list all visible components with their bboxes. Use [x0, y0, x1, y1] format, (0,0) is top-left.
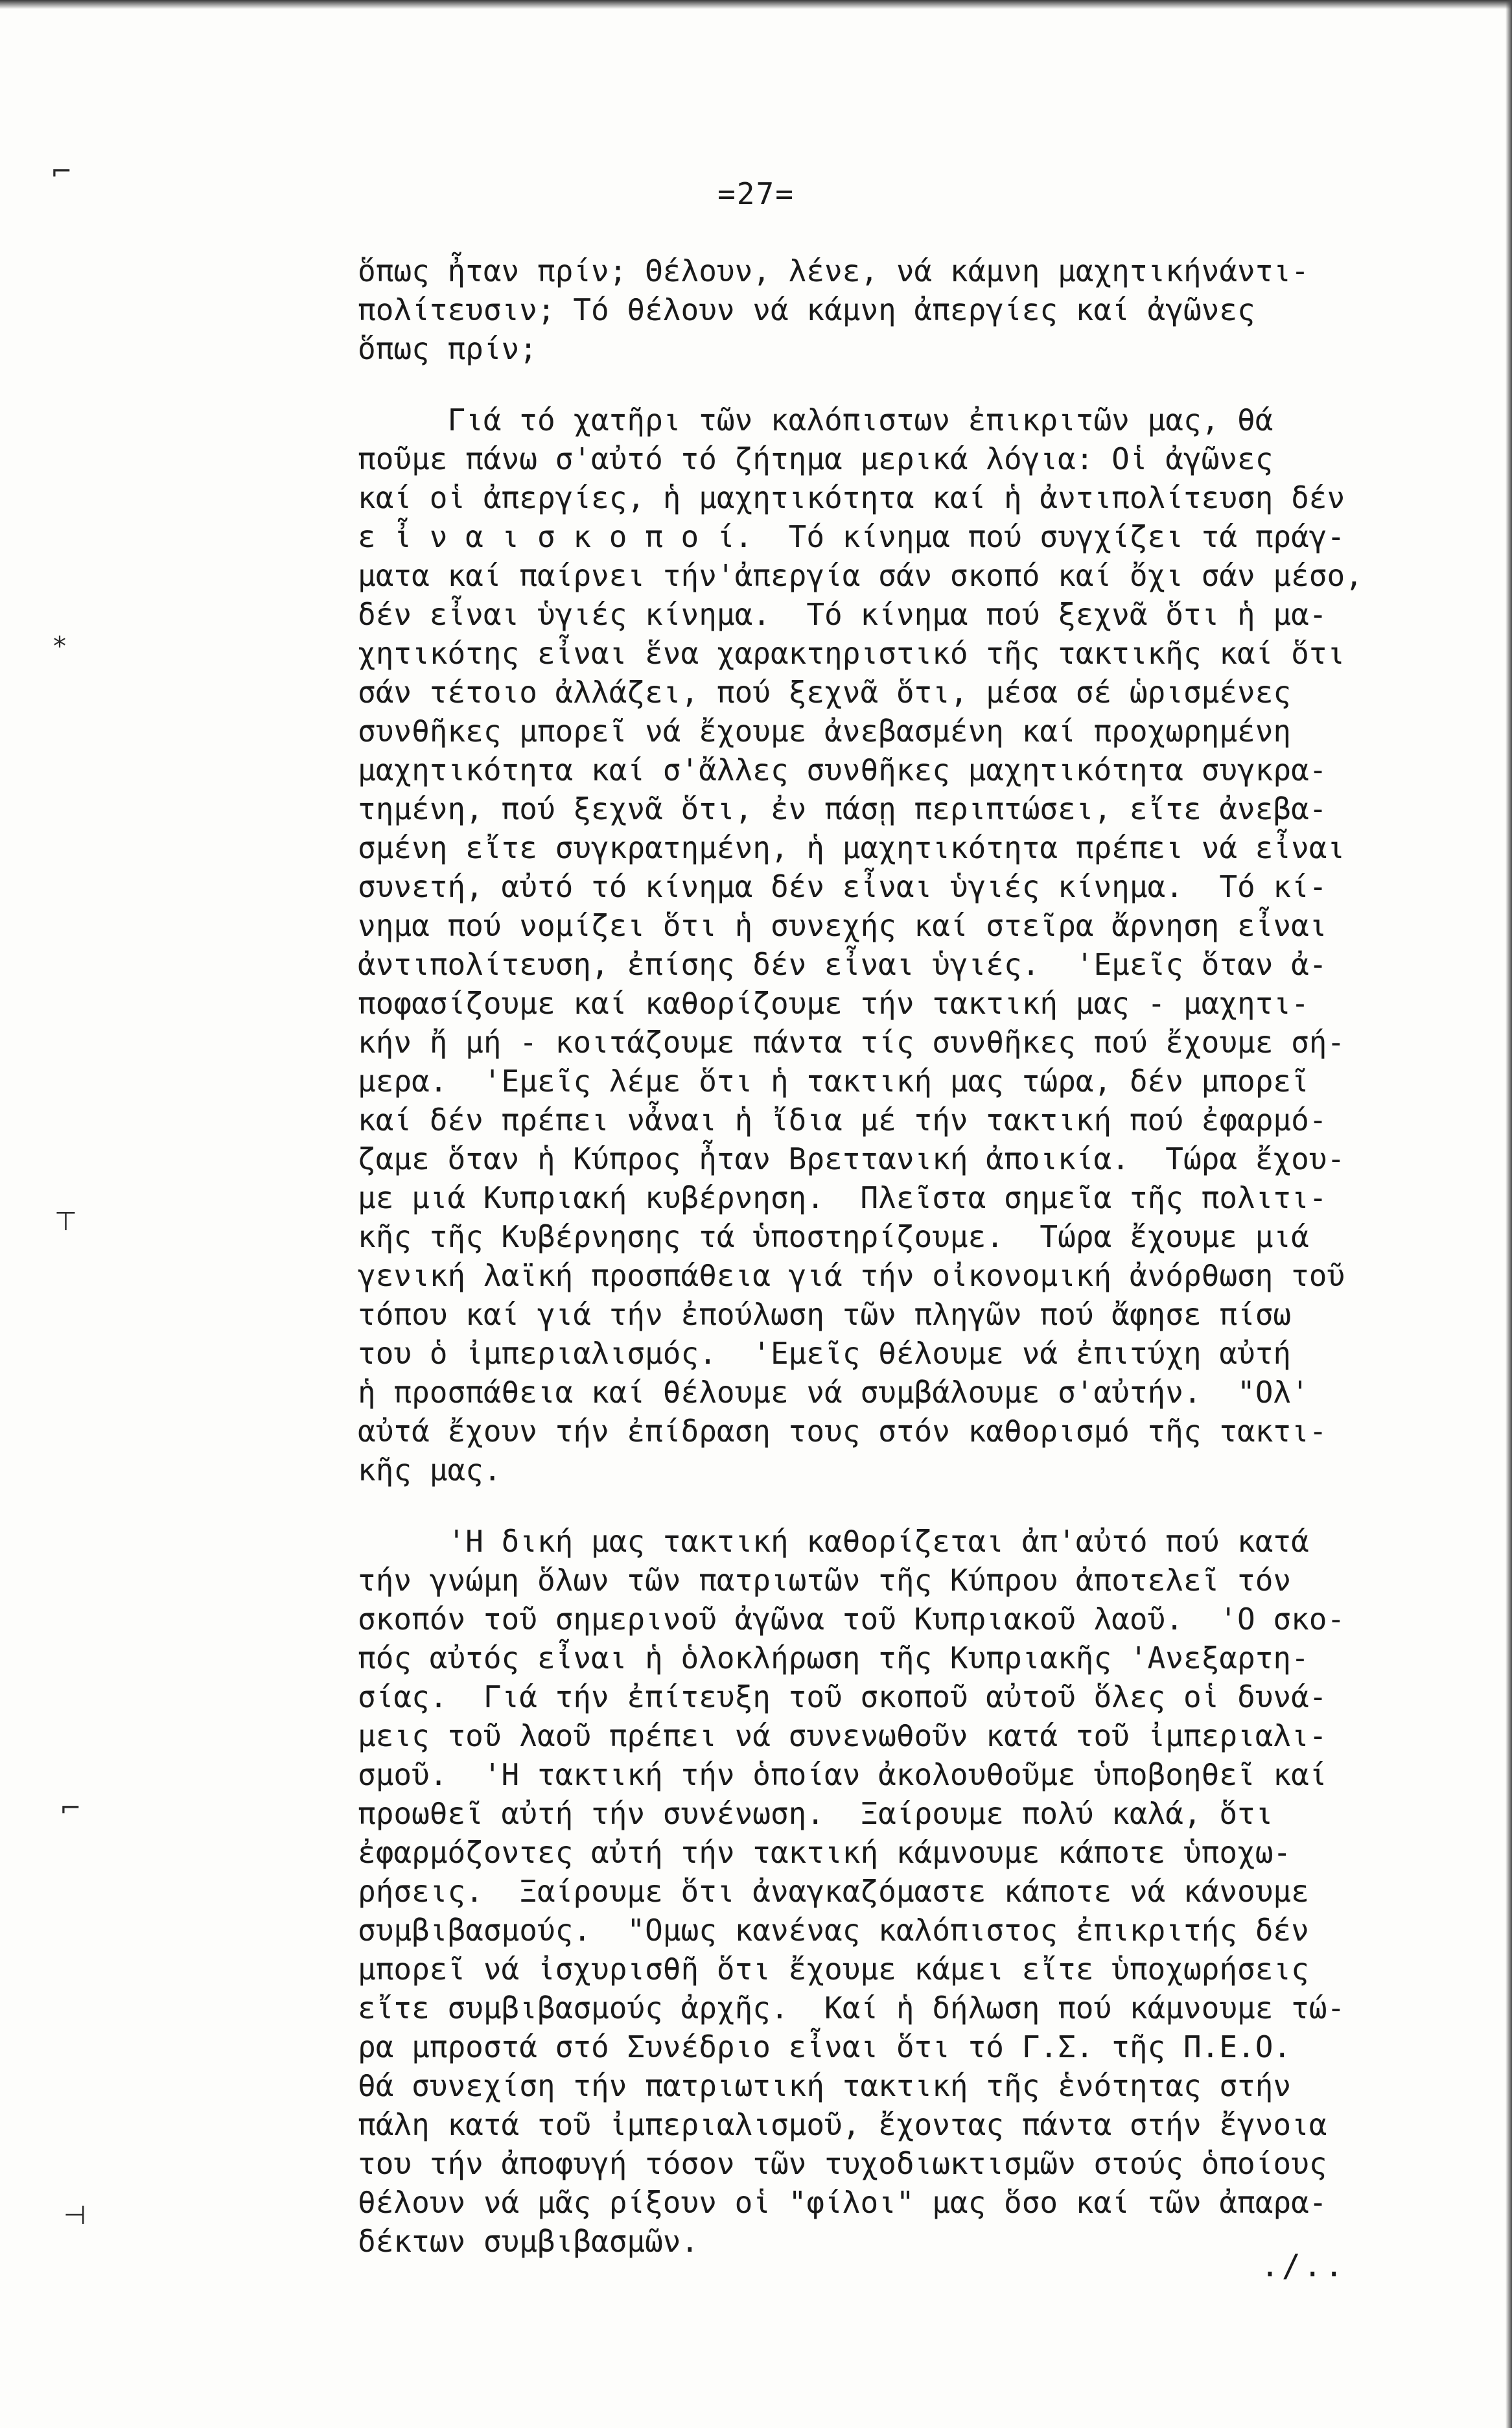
text-line: συμβιβασμούς. "Ομως κανένας καλόπιστος ἐπικριτής δέν [358, 1913, 1309, 1948]
text-line: κῆς τῆς Κυβέρνησης τά ὑποστηρίζουμε. Τώρα ἔχουμε μιά [358, 1219, 1309, 1254]
text-line: ἡ προσπάθεια καί θέλουμε νά συμβάλουμε σ'αὐτήν. "Ολ' [358, 1375, 1309, 1410]
paragraph [358, 401, 1479, 1489]
text-line: τόπου καί γιά τήν ἐπούλωση τῶν πληγῶν πού ἄφησε πίσω [358, 1297, 1292, 1332]
text-line: ποφασίζουμε καί καθορίζουμε τήν τακτική μας - μαχητι- [358, 986, 1309, 1021]
text-line: με μιά Κυπριακή κυβέρνηση. Πλεῖστα σημεῖα τῆς πολιτι- [358, 1180, 1327, 1215]
text-line: πάλη κατά τοῦ ἰμπεριαλισμοῦ, ἔχοντας πάντα στήν ἔγνοια [358, 2107, 1327, 2142]
paragraph-gap [358, 368, 1479, 401]
text-line: ποῦμε πάνω σ'αὐτό τό ζήτημα μερικά λόγια: Οἱ ἀγῶνες [358, 441, 1274, 476]
text-line: μπορεῖ νά ἰσχυρισθῆ ὅτι ἔχουμε κάμει εἴτε ὑποχωρήσεις [358, 1952, 1309, 1987]
text-line: ρήσεις. Ξαίρουμε ὅτι ἀναγκαζόμαστε κάποτε νά κάνουμε [358, 1874, 1309, 1909]
text-line: ἀντιπολίτευση, ἐπίσης δέν εἶναι ὑγιές. 'Εμεῖς ὅταν ἀ- [358, 947, 1327, 982]
text-line: ὅπως ἦταν πρίν; Θέλουν, λένε, νά κάμνη μαχητικήνάντι- [358, 253, 1309, 288]
text-line: ρα μπροστά στό Συνέδριο εἶναι ὅτι τό Γ.Σ. τῆς Π.Ε.Ο. [358, 2029, 1292, 2064]
text-line: νημα πού νομίζει ὅτι ἡ συνεχής καί στεῖρα ἄρνηση εἶναι [358, 908, 1327, 943]
text-line: θέλουν νά μᾶς ρίξουν οἱ "φίλοι" μας ὅσο καί τῶν ἀπαρα- [358, 2185, 1327, 2220]
margin-scratch-mark: ⌐ [60, 1793, 82, 1823]
text-line: δέν εἶναι ὑγιές κίνημα. Τό κίνημα πού ξεχνᾶ ὅτι ἡ μα- [358, 597, 1327, 632]
paragraph-gap [358, 1489, 1479, 1522]
text-line: καί οἱ ἀπεργίες, ἡ μαχητικότητα καί ἡ ἀντιπολίτευση δέν [358, 480, 1345, 515]
text-line: συνετή, αὐτό τό κίνημα δέν εἶναι ὑγιές κίνημα. Τό κί- [358, 869, 1327, 904]
text-line: ἐφαρμόζοντες αὐτή τήν τακτική κάμνουμε κάποτε ὑποχω- [358, 1835, 1292, 1870]
text-line: σίας. Γιά τήν ἐπίτευξη τοῦ σκοποῦ αὐτοῦ ὅλες οἱ δυνά- [358, 1679, 1327, 1714]
text-line: σάν τέτοιο ἀλλάζει, πού ξεχνᾶ ὅτι, μέσα σέ ὡρισμένες [358, 675, 1292, 710]
text-line: δέκτων συμβιβασμῶν. [358, 2224, 699, 2259]
paragraph [358, 251, 1479, 368]
text-line: προωθεῖ αὐτή τήν συνένωση. Ξαίρουμε πολύ καλά, ὅτι [358, 1796, 1274, 1831]
scan-top-edge [0, 0, 1512, 9]
continuation-mark: ./.. [1261, 2248, 1346, 2284]
text-line: γενική λαϊκή προσπάθεια γιά τήν οἰκονομική ἀνόρθωση τοῦ [358, 1258, 1345, 1293]
text-line: χητικότης εἶναι ἕνα χαρακτηριστικό τῆς τακτικῆς καί ὅτι [358, 636, 1345, 671]
page-number: =27= [717, 176, 795, 211]
text-line: εἴτε συμβιβασμούς ἀρχῆς. Καί ἡ δήλωση πού κάμνουμε τώ- [358, 1990, 1345, 2025]
text-line: ματα καί παίρνει τήν'ἀπεργία σάν σκοπό καί ὄχι σάν μέσο, [358, 558, 1363, 593]
text-line: τημένη, πού ξεχνᾶ ὅτι, ἐν πάσῃ περιπτώσει, εἴτε ἀνεβα- [358, 791, 1327, 826]
text-line: πολίτευσιν; Τό θέλουν νά κάμνη ἀπεργίες καί ἀγῶνες [358, 292, 1255, 327]
text-line: του τήν ἀποφυγή τόσον τῶν τυχοδιωκτισμῶν στούς ὁποίους [358, 2146, 1327, 2181]
paragraph [358, 1522, 1479, 2261]
text-line: σκοπόν τοῦ σημερινοῦ ἀγῶνα τοῦ Κυπριακοῦ λαοῦ. 'Ο σκο- [358, 1602, 1345, 1637]
text-line: μερα. 'Εμεῖς λέμε ὅτι ἡ τακτική μας τώρα, δέν μπορεῖ [358, 1064, 1309, 1099]
text-line: πός αὐτός εἶναι ἡ ὁλοκλήρωση τῆς Κυπριακῆς 'Ανεξαρτη- [358, 1640, 1309, 1675]
text-line: καί δέν πρέπει νἆναι ἡ ἴδια μέ τήν τακτική πού ἐφαρμό- [358, 1103, 1327, 1138]
text-line: τήν γνώμη ὅλων τῶν πατριωτῶν τῆς Κύπρου ἀποτελεῖ τόν [358, 1563, 1292, 1598]
text-line: κῆς μας. [358, 1453, 502, 1488]
scan-right-edge [1506, 0, 1512, 2428]
text-line: αὐτά ἔχουν τήν ἐπίδραση τους στόν καθορισμό τῆς τακτι- [358, 1414, 1327, 1449]
text-line: σμοῦ. 'Η τακτική τήν ὁποίαν ἀκολουθοῦμε ὑποβοηθεῖ καί [358, 1757, 1327, 1792]
text-line: κήν ἤ μή - κοιτάζουμε πάντα τίς συνθῆκες πού ἔχουμε σή- [358, 1025, 1345, 1060]
text-line: συνθῆκες μπορεῖ νά ἔχουμε ἀνεβασμένη καί προχωρημένη [358, 714, 1292, 749]
text-line: Γιά τό χατῆρι τῶν καλόπιστων ἐπικριτῶν μας, θά [358, 403, 1274, 438]
text-line: 'Η δική μας τακτική καθορίζεται ἀπ'αὐτό πού κατά [358, 1524, 1309, 1559]
margin-scratch-mark: ⌐ [51, 157, 73, 187]
text-line: ε ἶ ν α ι σ κ ο π ο ί. Τό κίνημα πού συγχίζει τά πράγ- [358, 519, 1345, 554]
margin-scratch-mark: ⊤ [54, 1207, 77, 1237]
text-line: μεις τοῦ λαοῦ πρέπει νά συνενωθοῦν κατά τοῦ ἰμπεριαλι- [358, 1718, 1327, 1753]
text-line: ζαμε ὅταν ἡ Κύπρος ἦταν Βρεττανική ἀποικία. Τώρα ἔχου- [358, 1141, 1345, 1176]
text-line: σμένη εἴτε συγκρατημένη, ἡ μαχητικότητα πρέπει νά εἶναι [358, 830, 1345, 865]
margin-scratch-mark: ⊣ [64, 2200, 86, 2230]
body-text [358, 251, 1479, 2261]
margin-scratch-mark: ⁎ [53, 624, 66, 653]
text-line: ὅπως πρίν; [358, 331, 537, 366]
text-line: μαχητικότητα καί σ'ἄλλες συνθῆκες μαχητικότητα συγκρα- [358, 753, 1327, 788]
text-line: θά συνεχίση τήν πατριωτική τακτική τῆς ἑνότητας στήν [358, 2068, 1292, 2103]
text-line: του ὁ ἰμπεριαλισμός. 'Εμεῖς θέλουμε νά ἐπιτύχη αὐτή [358, 1336, 1292, 1371]
